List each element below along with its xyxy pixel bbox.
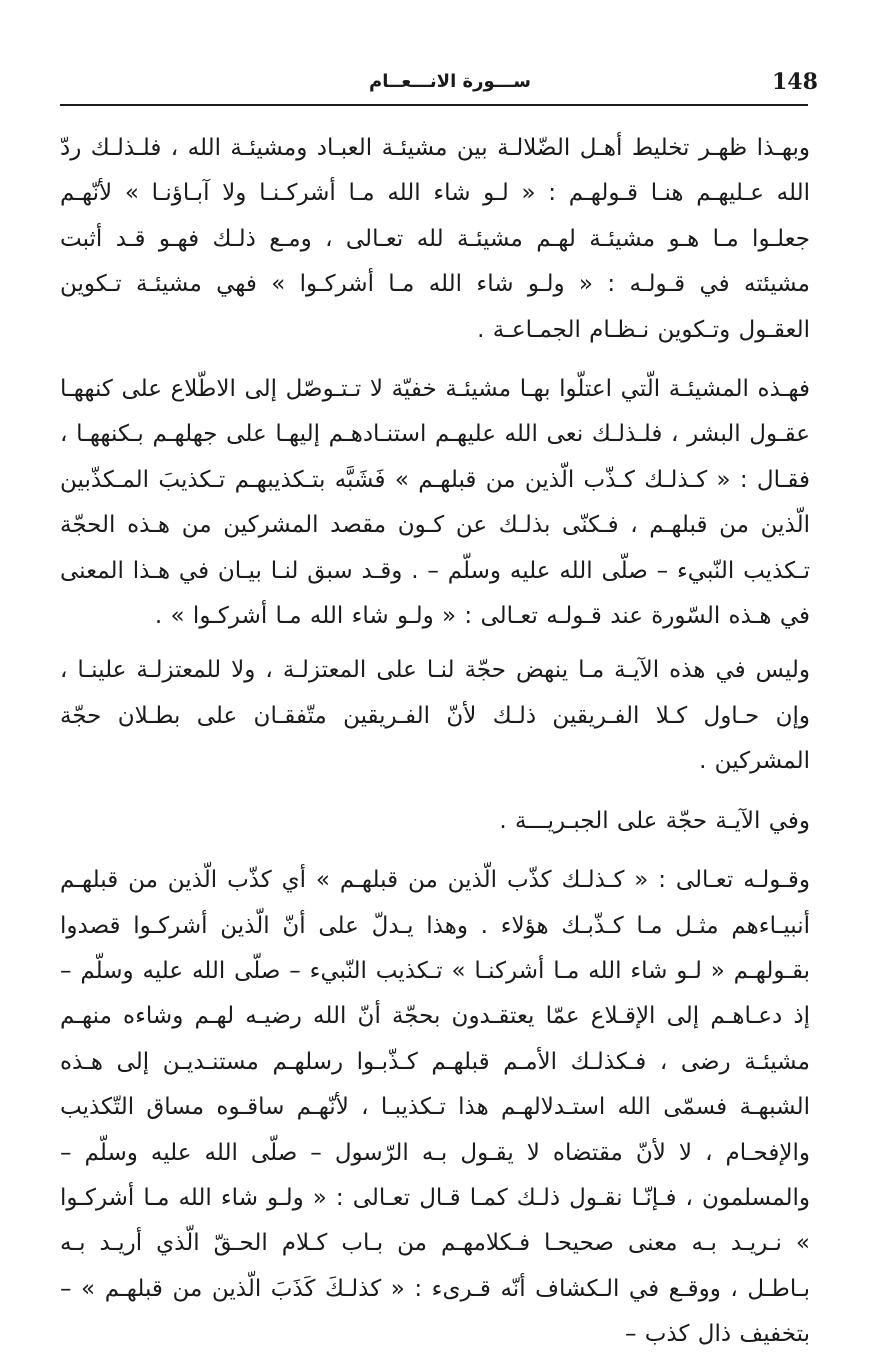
paragraph-1: وبهـذا ظهـر تخليط أهـل الضّلالـة بين مشيئـة العبـاد ومشيئـة الله ، فلـذلـك ردّ الله عـليهـم هنـا قـولهـم : « لـو شاء الله مـا أشركـنـا ولا آبـاؤنـا » لأنّهـم جعلـوا مـا هـو مشيئـة لهـم مشيئـة لله تعـالى ، ومـع ذلـك فهـو قـد أثبت مشيئته في قـولـه : « ولـو شاء الله مـا أشركـوا » فهي مشيئـة تـكوين العقـول وتـكوين نـظـام الجمـاعـة .: [60, 135, 810, 343]
paragraph-2: فهـذه المشيئـة الّتي اعتلّوا بهـا مشيئـة خفيّة لا تـتـوصّل إلى الاطّلاع على كنههـا عقـول البشر ، فلـذلـك نعى الله عليهـم استنـادهـم إليهـا على جهلهـم بـكنههـا ، فقـال : « كـذلـك كـذّب الّذين من قبلهـم » فَشَبَّه بتـكذيبهـم تـكذيبَ المـكذّبين الّذين من قبلهـم ، فـكنّى بذلـك عن كـون مقصد المشركين من هـذه الحجّة تـكذيب النّبيء – صلّى الله عليه وسلّم – . وقـد سبق لنـا بيـان في هـذا المعنى في هـذه السّورة عند قـولـه تعـالى : « ولـو شاء الله مـا أشركـوا » .: [60, 376, 810, 630]
paragraph-4: وفي الآيـة حجّة على الجبـريـــة .: [499, 807, 810, 834]
header-divider: [60, 104, 808, 106]
page-header: [60, 64, 818, 104]
running-title: ســـورة الانـــعــام: [369, 71, 531, 92]
body-text: [60, 126, 810, 1358]
paragraph-3: وليس في هذه الآيـة مـا ينهض حجّة لنـا على المعتزلـة ، ولا للمعتزلـة علينـا ، وإن حـاول كـلا الفـريقين ذلـك لأنّ الفـريقين متّفقـان على بطـلان حجّة المشركين .: [60, 657, 810, 775]
page-number: 148: [772, 69, 818, 95]
paragraph-5: وقـولـه تعـالى : « كـذلـك كذّب الّذين من قبلهـم » أي كذّب الّذين من قبلهـم أنبيـاءهم مثـل مـا كـذّبـك هؤلاء . وهذا يـدلّ على أنّ الّذين أشركـوا قصدوا بقـولهـم « لـو شاء الله مـا أشركنـا » تـكذيب النّبيء – صلّى الله عليه وسلّم – إذ دعـاهـم إلى الإقـلاع عمّا يعتقـدون بحجّة أنّ الله رضيـه لهـم وشاءه منهـم مشيئـة رضى ، فـكذلـك الأمـم قبلهـم كـذّبـوا رسلهـم مستنـديـن إلى هـذه الشبهـة فسمّى الله استـدلالهـم هذا تـكذيبـا ، لأنّهـم ساقـوه مساق التّكذيب والإفحـام ، لا لأنّ مقتضاه لا يقـول بـه الرّسول – صلّى الله عليه وسلّم – والمسلمون ، فـإنّـا نقـول ذلـك كمـا قـال تعـالى : « ولـو شاء الله مـا أشركـوا » نـريـد بـه معنى صحيحـا فـكلامهـم من بـاب كـلام الحـقّ الّذي أريـد بـه بـاطـل ، ووقـع في الـكشاف أنّه قـرىء : « كذلـكَ كَذَبَ الّذين من قبلهـم » – بتخفيف ذال كذب –: [60, 867, 810, 1348]
